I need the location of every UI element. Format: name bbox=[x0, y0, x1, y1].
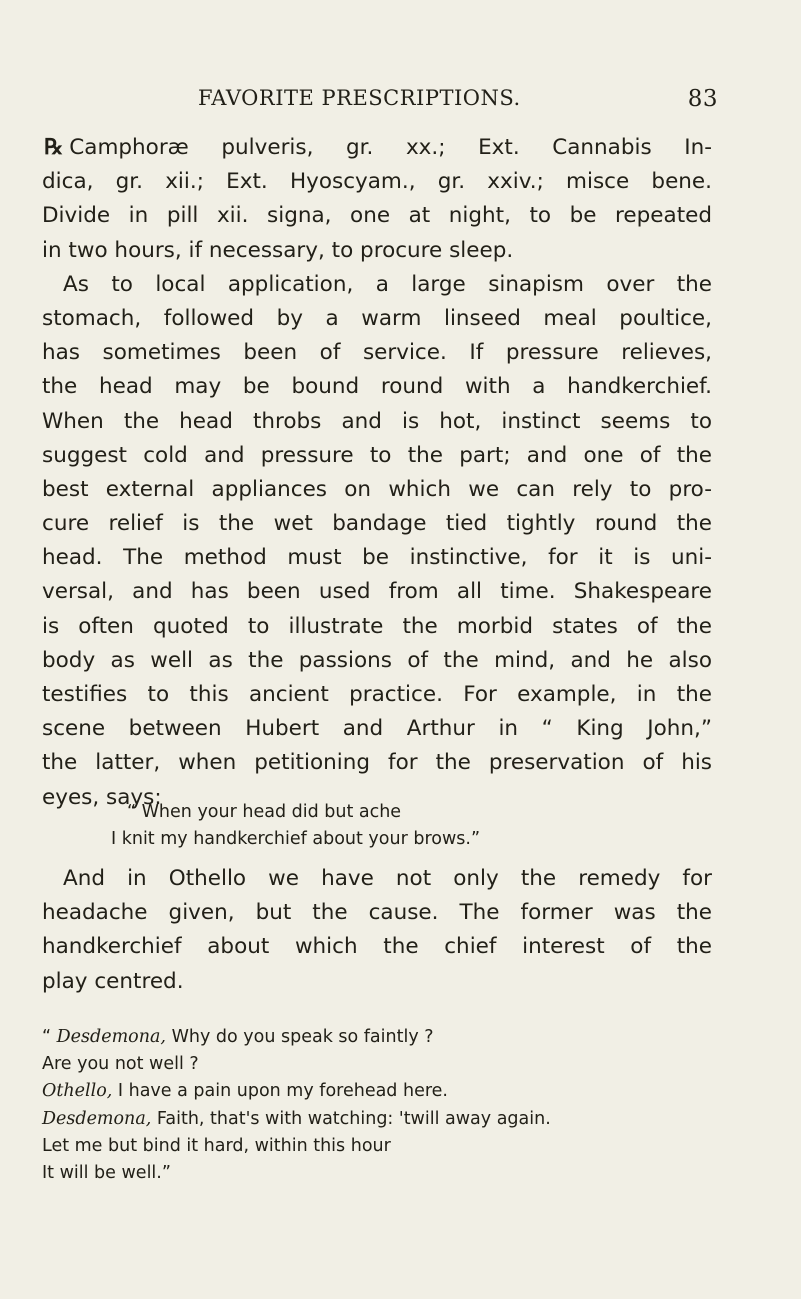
text-line: handkerchief about which the chief interest of the bbox=[42, 934, 712, 960]
page-number: 83 bbox=[687, 86, 718, 112]
quote-line: Let me but bind it hard, within this hour bbox=[42, 1135, 391, 1156]
quote-line: “ When your head did but ache bbox=[127, 802, 402, 822]
quote-line: Othello, I have a pain upon my forehead here. bbox=[42, 1081, 448, 1102]
text-line: has sometimes been of service. If pressure relieves, bbox=[42, 340, 712, 366]
text-line: suggest cold and pressure to the part; and one of the bbox=[42, 442, 712, 468]
quote-othello bbox=[42, 1024, 551, 1187]
text-line: testifies to this ancient practice. For example, in the bbox=[42, 682, 712, 707]
text-line: ℞ Camphoræ pulveris, gr. xx.; Ext. Cannabis In- bbox=[44, 135, 712, 160]
text-line: in two hours, if necessary, to procure sleep. bbox=[42, 237, 514, 263]
text-line: stomach, followed by a warm linseed meal poultice, bbox=[42, 305, 712, 331]
quote-line: “ Desdemona, Why do you speak so faintly ? bbox=[42, 1027, 434, 1047]
quote-line: It will be well.” bbox=[42, 1163, 171, 1184]
quote-line: Desdemona, Faith, that's with watching: 'twill away again. bbox=[42, 1108, 551, 1129]
text-line: scene between Hubert and Arthur in “ King John,” bbox=[42, 716, 712, 742]
main-text bbox=[42, 131, 712, 815]
text-line: dica, gr. xii.; Ext. Hyoscyam., gr. xxiv.; misce bene. bbox=[42, 169, 712, 195]
text-line: eyes, says: bbox=[42, 784, 162, 810]
recipe-symbol: ℞ bbox=[44, 135, 64, 160]
running-title: FAVORITE PRESCRIPTIONS. bbox=[198, 86, 521, 110]
text-line: Divide in pill xii. signa, one at night, to be repeated bbox=[42, 203, 712, 229]
page-header bbox=[198, 86, 718, 116]
speaker-name: Desdemona, bbox=[56, 1027, 166, 1047]
text-line: the latter, when petitioning for the preservation of his bbox=[42, 750, 712, 776]
quote-line: Are you not well ? bbox=[42, 1054, 199, 1075]
text-line: best external appliances on which we can rely to pro- bbox=[42, 476, 712, 502]
text-line: the head may be bound round with a handkerchief. bbox=[42, 374, 712, 400]
speaker-name: Othello, bbox=[42, 1081, 113, 1102]
text-line: is often quoted to illustrate the morbid states of the bbox=[42, 613, 712, 639]
text-line: And in Othello we have not only the remedy for bbox=[63, 866, 712, 891]
text-line: cure relief is the wet bandage tied tightly round the bbox=[42, 511, 712, 537]
quote-king-john bbox=[111, 799, 481, 853]
text-line: body as well as the passions of the mind, and he also bbox=[42, 647, 712, 673]
text-line: When the head throbs and is hot, instinct seems to bbox=[42, 408, 712, 434]
text-line: As to local application, a large sinapism over the bbox=[63, 271, 712, 297]
text-line: head. The method must be instinctive, for it is uni- bbox=[42, 545, 712, 571]
quote-line: I knit my handkerchief about your brows.” bbox=[111, 829, 481, 849]
speaker-name: Desdemona, bbox=[42, 1108, 152, 1129]
text-line: headache given, but the cause. The former was the bbox=[42, 900, 712, 926]
text-line: versal, and has been used from all time. Shakespeare bbox=[42, 579, 712, 605]
text-line: play centred. bbox=[42, 968, 184, 994]
main-text-continued bbox=[42, 862, 712, 999]
